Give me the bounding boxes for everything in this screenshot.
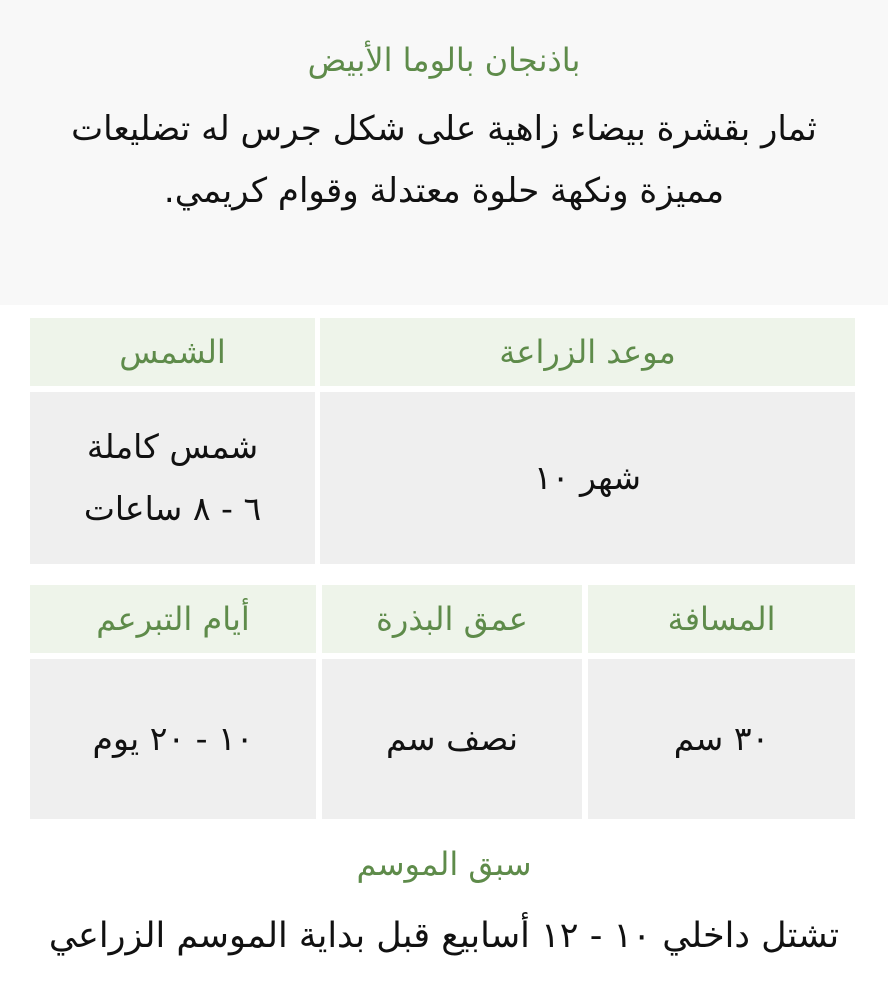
spacing-label: المسافة — [588, 585, 855, 653]
plant-title: باذنجان بالوما الأبيض — [307, 41, 581, 79]
spacing-value: ٣٠ سم — [588, 659, 855, 819]
sun-label: الشمس — [30, 318, 315, 386]
sun-value-line1: شمس كاملة — [86, 427, 259, 466]
sun-value — [30, 392, 315, 564]
plant-description: ثمار بقشرة بيضاء زاهية على شكل جرس له تضليعات مميزة ونكهة حلوة معتدلة وقوام كريمي. — [71, 109, 817, 211]
season-title: سبق الموسم — [356, 845, 532, 883]
seed-depth-value: نصف سم — [322, 659, 582, 819]
planting-date-label: موعد الزراعة — [320, 318, 855, 386]
seed-depth-label: عمق البذرة — [322, 585, 582, 653]
planting-date-value: شهر ١٠ — [320, 392, 855, 564]
germination-days-value: ١٠ - ٢٠ يوم — [30, 659, 316, 819]
sun-value-line2: ٦ - ٨ ساعات — [83, 489, 262, 528]
germination-days-label: أيام التبرعم — [30, 585, 316, 653]
season-text: تشتل داخلي ١٠ - ١٢ أسابيع قبل بداية الموسم الزراعي — [48, 916, 840, 956]
